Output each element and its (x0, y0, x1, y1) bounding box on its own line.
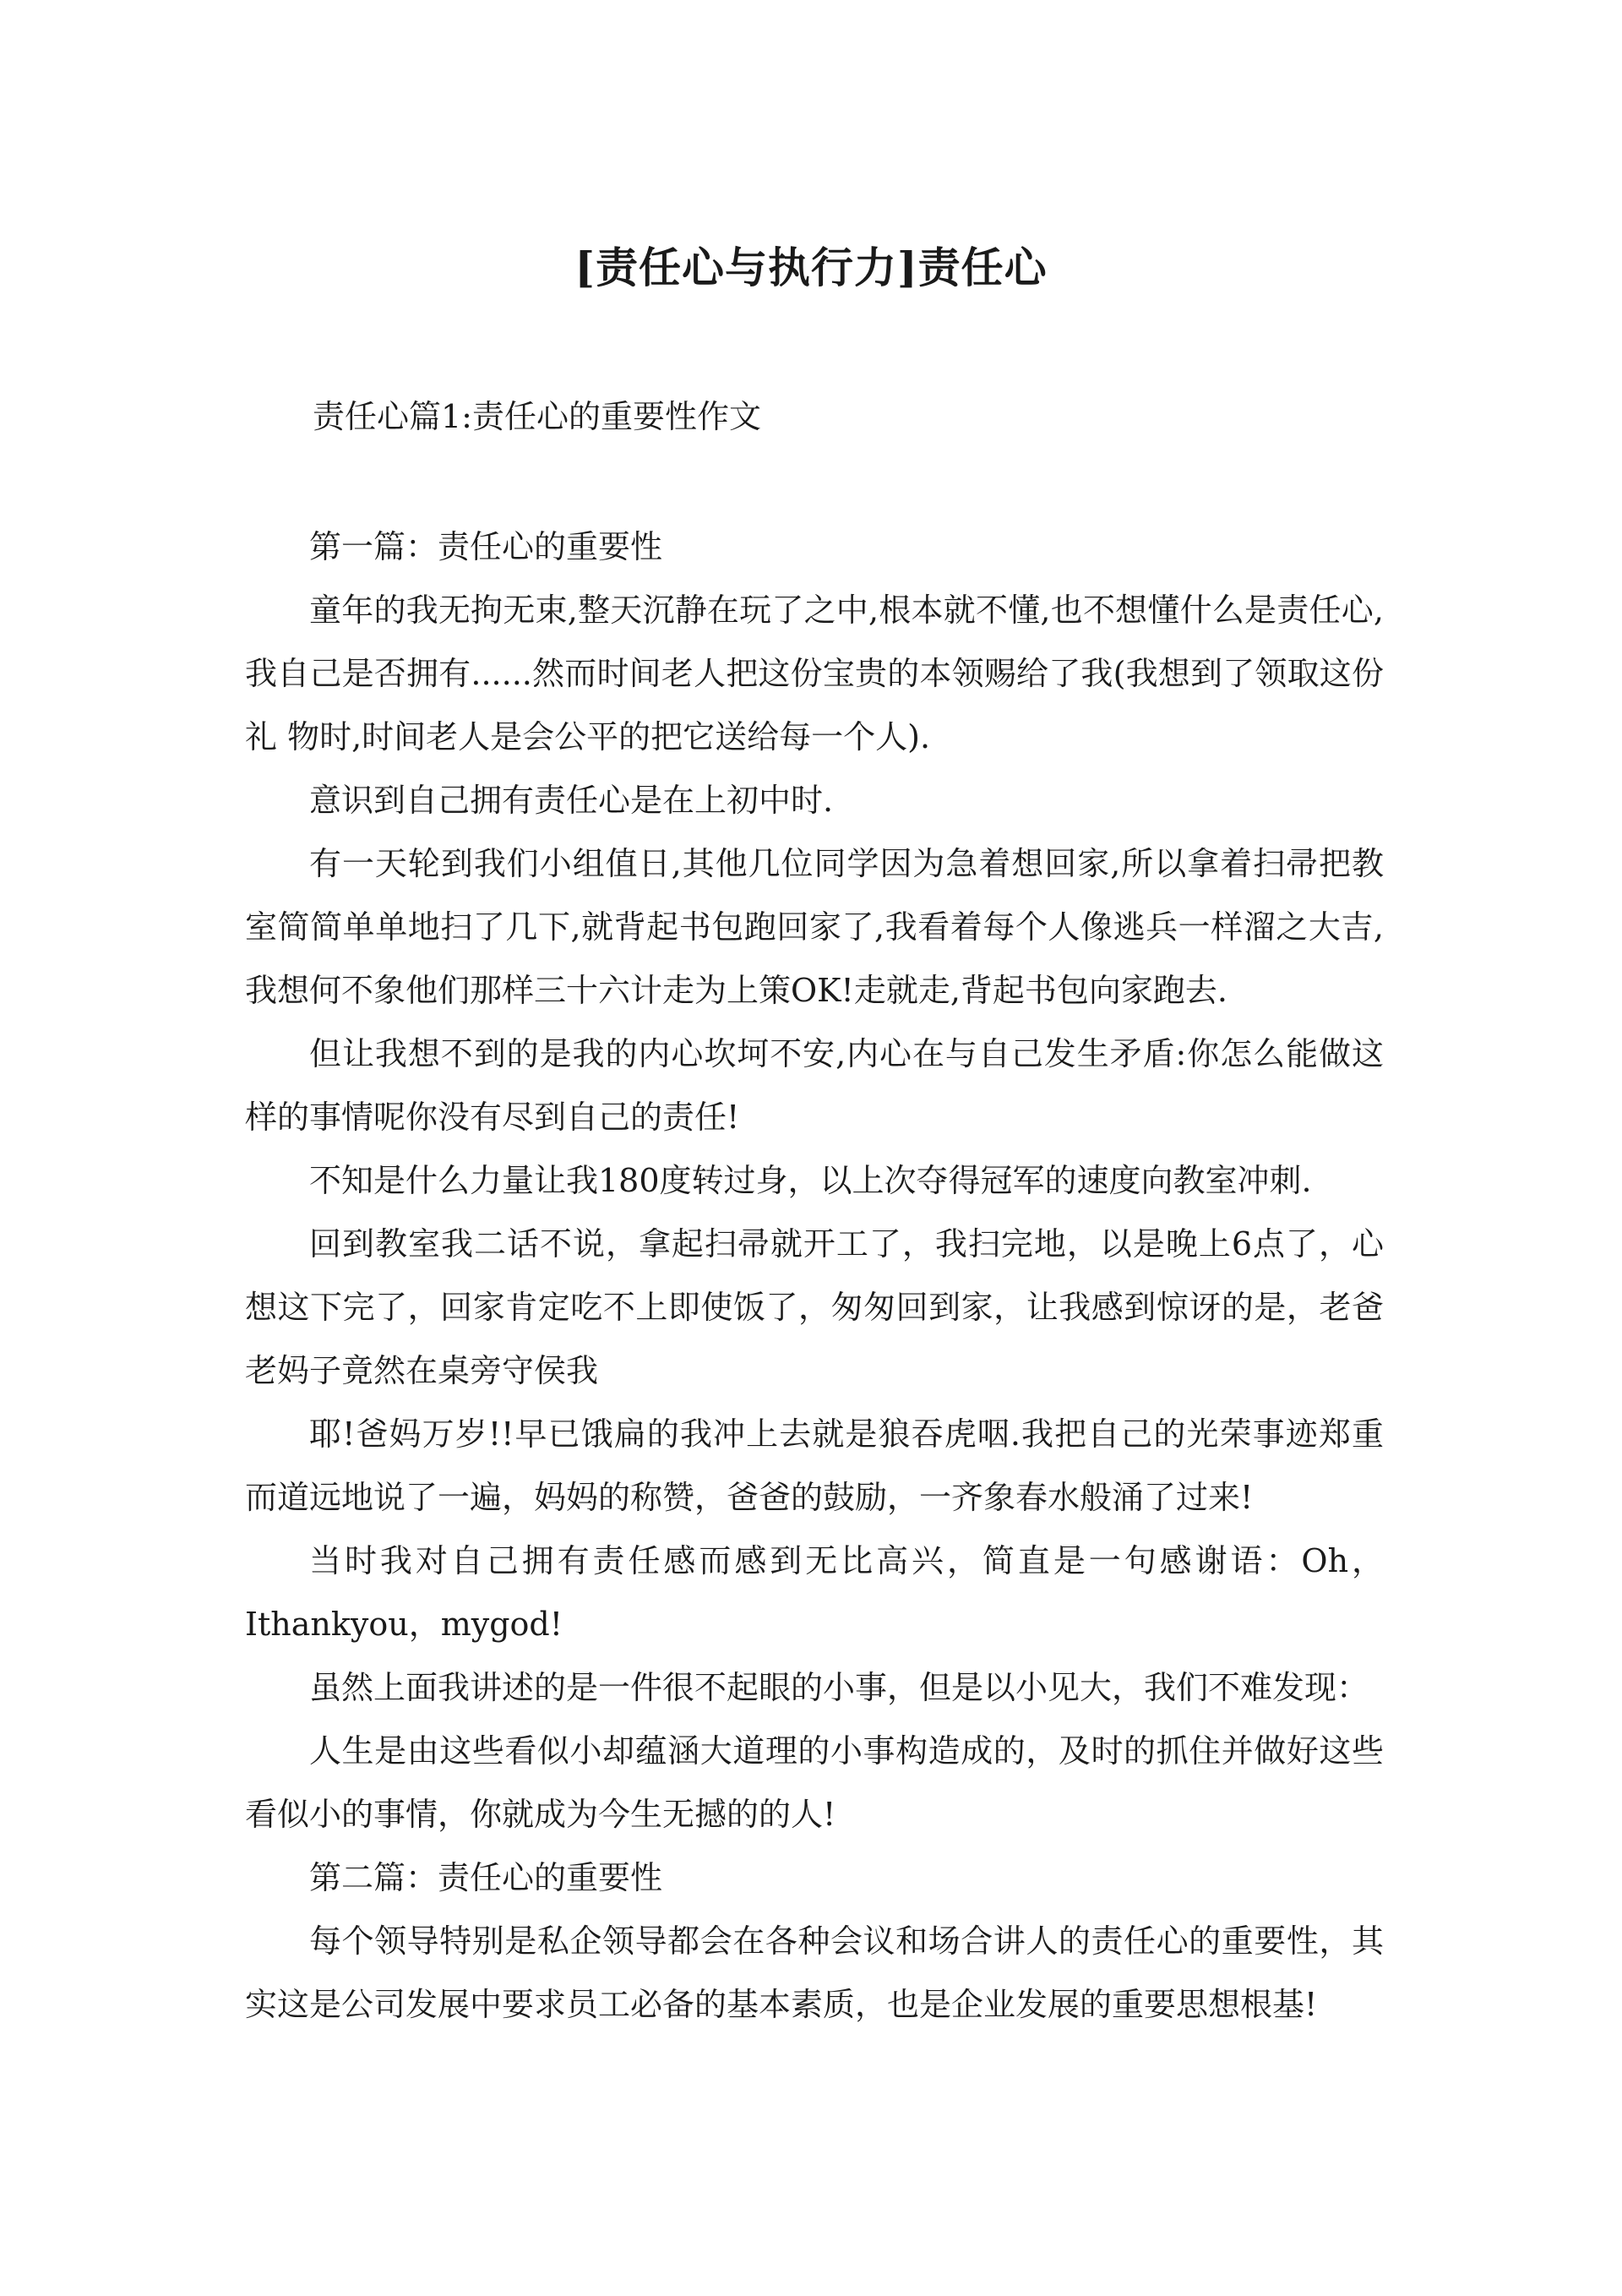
document-subtitle: 责任心篇1:责任心的重要性作文 (313, 398, 761, 435)
document-body (245, 515, 1384, 2037)
paragraph: 意识到自己拥有责任心是在上初中时. (309, 782, 834, 819)
paragraph: 耶!爸妈万岁!!早已饿扁的我冲上去就是狼吞虎咽.我把自己的光荣事迹郑重而道远地说了一遍，妈妈的称赞，爸爸的鼓励，一齐象春水般涌了过来! (245, 1415, 1384, 1516)
paragraph: 当时我对自己拥有责任感而感到无比高兴，简直是一句感谢语：Oh，Ithankyou，mygod! (245, 1542, 1384, 1643)
paragraph: 人生是由这些看似小却蕴涵大道理的小事构造成的，及时的抓住并做好这些看似小的事情，你就成为今生无撼的的人! (245, 1732, 1384, 1833)
paragraph: 回到教室我二话不说，拿起扫帚就开工了，我扫完地，以是晚上6点了，心想这下完了，回家肯定吃不上即使饭了，匆匆回到家，让我感到惊讶的是，老爸老妈子竟然在桌旁守侯我 (245, 1225, 1384, 1389)
paragraph: 不知是什么力量让我180度转过身，以上次夺得冠军的速度向教室冲刺. (309, 1162, 1312, 1199)
paragraph: 童年的我无拘无束,整天沉静在玩了之中,根本就不懂,也不想懂什么是责任心,我自己是否拥有......然而时间老人把这份宝贵的本领赐给了我(我想到了领取这份礼 物时,时间老人是会公平的把它送给每一个人). (245, 592, 1384, 755)
document-title: [责任心与执行力]责任心 (574, 243, 1048, 292)
paragraph: 有一天轮到我们小组值日,其他几位同学因为急着想回家,所以拿着扫帚把教室简简单单地扫了几下,就背起书包跑回家了,我看着每个人像逃兵一样溜之大吉,我想何不象他们那样三十六计走为上策OK!走就走,背起书包向家跑去. (245, 845, 1384, 1009)
paragraph: 但让我想不到的是我的内心坎坷不安,内心在与自己发生矛盾:你怎么能做这样的事情呢你没有尽到自己的责任! (245, 1035, 1384, 1136)
paragraph: 每个领导特别是私企领导都会在各种会议和场合讲人的责任心的重要性，其实这是公司发展中要求员工必备的基本素质，也是企业发展的重要思想根基! (245, 1922, 1384, 2023)
section-heading: 第一篇：责任心的重要性 (309, 528, 663, 565)
section-heading: 第二篇：责任心的重要性 (309, 1859, 663, 1896)
paragraph: 虽然上面我讲述的是一件很不起眼的小事，但是以小见大，我们不难发现： (309, 1669, 1369, 1706)
